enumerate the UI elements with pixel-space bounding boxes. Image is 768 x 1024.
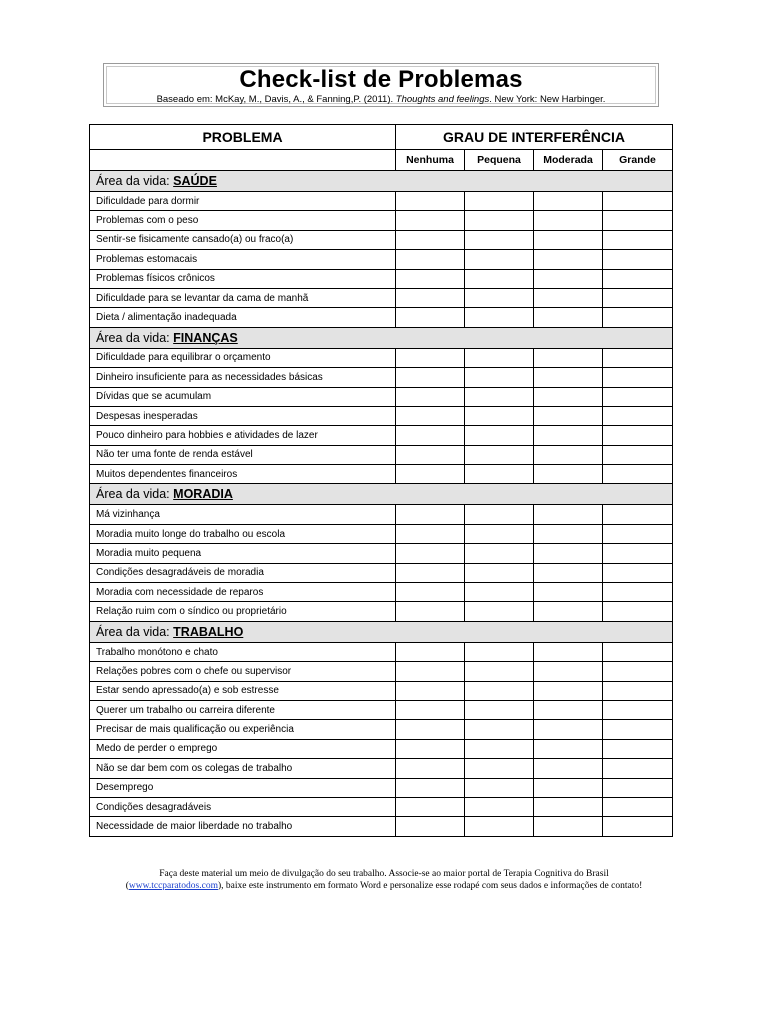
problem-label: Não ter uma fonte de renda estável: [90, 445, 396, 464]
rating-cell-pequena[interactable]: [465, 211, 534, 230]
interference-column-header: GRAU DE INTERFERÊNCIA: [396, 125, 673, 150]
rating-cell-pequena[interactable]: [465, 368, 534, 387]
problem-label: Necessidade de maior liberdade no trabalho: [90, 817, 396, 836]
problem-label: Dieta / alimentação inadequada: [90, 308, 396, 327]
rating-cell-grande[interactable]: [603, 720, 673, 739]
rating-cell-pequena[interactable]: [465, 759, 534, 778]
rating-cell-grande[interactable]: [603, 662, 673, 681]
rating-cell-grande[interactable]: [603, 387, 673, 406]
table-row: [90, 642, 673, 661]
rating-cell-moderada[interactable]: [534, 720, 603, 739]
table-row: [90, 269, 673, 288]
table-row: [90, 250, 673, 269]
rating-cell-nenhuma[interactable]: [396, 797, 465, 816]
table-row: [90, 308, 673, 327]
page-title: Check-list de Problemas: [239, 66, 523, 93]
rating-cell-grande[interactable]: [603, 524, 673, 543]
table-row: [90, 759, 673, 778]
rating-cell-grande[interactable]: [603, 269, 673, 288]
rating-cell-moderada[interactable]: [534, 759, 603, 778]
rating-cell-nenhuma[interactable]: [396, 308, 465, 327]
rating-cell-nenhuma[interactable]: [396, 563, 465, 582]
problem-label: Problemas físicos crônicos: [90, 269, 396, 288]
problem-label: Dificuldade para dormir: [90, 192, 396, 211]
rating-cell-nenhuma[interactable]: [396, 681, 465, 700]
area-prefix: Área da vida:: [96, 487, 170, 502]
footer-paren-open: (: [125, 881, 129, 891]
problem-label: Dificuldade para equilibrar o orçamento: [90, 348, 396, 367]
table-row: [90, 778, 673, 797]
rating-cell-moderada[interactable]: [534, 230, 603, 249]
area-name: TRABALHO: [173, 624, 244, 639]
problem-label: Dificuldade para se levantar da cama de manhã: [90, 288, 396, 307]
area-header-cell: [90, 621, 673, 642]
area-name: SAÚDE: [173, 174, 217, 188]
rating-cell-grande[interactable]: [603, 230, 673, 249]
problem-label: Despesas inesperadas: [90, 406, 396, 425]
rating-cell-moderada[interactable]: [534, 445, 603, 464]
table-row: [90, 348, 673, 367]
area-header-row: [90, 171, 673, 192]
rating-cell-nenhuma[interactable]: [396, 720, 465, 739]
problem-label: Condições desagradáveis: [90, 797, 396, 816]
rating-cell-nenhuma[interactable]: [396, 250, 465, 269]
rating-cell-pequena[interactable]: [465, 505, 534, 524]
rating-cell-nenhuma[interactable]: [396, 368, 465, 387]
problem-label: Medo de perder o emprego: [90, 739, 396, 758]
footer-note: [60, 868, 708, 892]
area-prefix: Área da vida:: [96, 330, 170, 345]
rating-cell-nenhuma[interactable]: [396, 230, 465, 249]
rating-cell-moderada[interactable]: [534, 700, 603, 719]
problem-label: Dívidas que se acumulam: [90, 387, 396, 406]
problem-label: Muitos dependentes financeiros: [90, 465, 396, 484]
area-header-cell: [90, 171, 673, 192]
rating-cell-nenhuma[interactable]: [396, 662, 465, 681]
area-header-row: [90, 621, 673, 642]
rating-cell-nenhuma[interactable]: [396, 524, 465, 543]
rating-cell-grande[interactable]: [603, 250, 673, 269]
rating-cell-grande[interactable]: [603, 368, 673, 387]
rating-cell-pequena[interactable]: [465, 563, 534, 582]
problem-label: Estar sendo apressado(a) e sob estresse: [90, 681, 396, 700]
rating-cell-nenhuma[interactable]: [396, 192, 465, 211]
rating-cell-grande[interactable]: [603, 739, 673, 758]
rating-cell-grande[interactable]: [603, 505, 673, 524]
rating-cell-pequena[interactable]: [465, 308, 534, 327]
citation-book-title: Thoughts and feelings: [395, 94, 490, 105]
rating-cell-pequena[interactable]: [465, 700, 534, 719]
rating-cell-pequena[interactable]: [465, 720, 534, 739]
rating-cell-moderada[interactable]: [534, 288, 603, 307]
rating-cell-pequena[interactable]: [465, 544, 534, 563]
rating-cell-nenhuma[interactable]: [396, 445, 465, 464]
table-row: [90, 797, 673, 816]
rating-cell-moderada[interactable]: [534, 524, 603, 543]
rating-cell-moderada[interactable]: [534, 426, 603, 445]
rating-cell-nenhuma[interactable]: [396, 642, 465, 661]
level-header-grande: Grande: [603, 150, 673, 171]
table-row: [90, 406, 673, 425]
rating-cell-pequena[interactable]: [465, 778, 534, 797]
rating-cell-grande[interactable]: [603, 797, 673, 816]
rating-cell-pequena[interactable]: [465, 426, 534, 445]
rating-cell-pequena[interactable]: [465, 797, 534, 816]
rating-cell-moderada[interactable]: [534, 778, 603, 797]
rating-cell-moderada[interactable]: [534, 465, 603, 484]
rating-cell-nenhuma[interactable]: [396, 465, 465, 484]
blank-header-cell: [90, 150, 396, 171]
rating-cell-moderada[interactable]: [534, 602, 603, 621]
table-row: [90, 583, 673, 602]
rating-cell-moderada[interactable]: [534, 583, 603, 602]
rating-cell-moderada[interactable]: [534, 505, 603, 524]
rating-cell-pequena[interactable]: [465, 406, 534, 425]
rating-cell-pequena[interactable]: [465, 288, 534, 307]
rating-cell-moderada[interactable]: [534, 406, 603, 425]
rating-cell-pequena[interactable]: [465, 465, 534, 484]
rating-cell-pequena[interactable]: [465, 348, 534, 367]
rating-cell-moderada[interactable]: [534, 662, 603, 681]
level-header-pequena: Pequena: [465, 150, 534, 171]
rating-cell-grande[interactable]: [603, 583, 673, 602]
table-row: [90, 288, 673, 307]
table-row: [90, 368, 673, 387]
rating-cell-pequena[interactable]: [465, 192, 534, 211]
rating-cell-grande[interactable]: [603, 700, 673, 719]
table-row: [90, 445, 673, 464]
rating-cell-nenhuma[interactable]: [396, 583, 465, 602]
problem-label: Relações pobres com o chefe ou supervisor: [90, 662, 396, 681]
table-row: [90, 387, 673, 406]
area-header-cell: [90, 484, 673, 505]
rating-cell-nenhuma[interactable]: [396, 387, 465, 406]
rating-cell-nenhuma[interactable]: [396, 602, 465, 621]
rating-cell-grande[interactable]: [603, 465, 673, 484]
table-header-row: [90, 125, 673, 150]
problem-label: Relação ruim com o síndico ou proprietário: [90, 602, 396, 621]
citation-authors: Baseado em: McKay, M., Davis, A., & Fanning,P. (2011).: [156, 94, 394, 105]
problem-label: Querer um trabalho ou carreira diferente: [90, 700, 396, 719]
table-row: [90, 720, 673, 739]
table-row: [90, 563, 673, 582]
citation-publisher: . New York: New Harbinger.: [489, 94, 606, 105]
rating-cell-grande[interactable]: [603, 817, 673, 836]
rating-cell-moderada[interactable]: [534, 308, 603, 327]
rating-cell-grande[interactable]: [603, 642, 673, 661]
area-prefix: Área da vida:: [96, 624, 170, 639]
rating-cell-grande[interactable]: [603, 288, 673, 307]
area-name: MORADIA: [173, 487, 233, 502]
rating-cell-nenhuma[interactable]: [396, 288, 465, 307]
rating-cell-nenhuma[interactable]: [396, 211, 465, 230]
rating-cell-pequena[interactable]: [465, 681, 534, 700]
interference-levels-row: [90, 150, 673, 171]
area-header-row: [90, 484, 673, 505]
problem-label: Desemprego: [90, 778, 396, 797]
problem-label: Não se dar bem com os colegas de trabalho: [90, 759, 396, 778]
rating-cell-grande[interactable]: [603, 563, 673, 582]
rating-cell-moderada[interactable]: [534, 269, 603, 288]
table-row: [90, 681, 673, 700]
problem-label: Trabalho monótono e chato: [90, 642, 396, 661]
rating-cell-pequena[interactable]: [465, 642, 534, 661]
table-row: [90, 524, 673, 543]
table-row: [90, 544, 673, 563]
rating-cell-moderada[interactable]: [534, 368, 603, 387]
rating-cell-nenhuma[interactable]: [396, 348, 465, 367]
rating-cell-nenhuma[interactable]: [396, 700, 465, 719]
rating-cell-nenhuma[interactable]: [396, 426, 465, 445]
rating-cell-pequena[interactable]: [465, 662, 534, 681]
problem-label: Dinheiro insuficiente para as necessidades básicas: [90, 368, 396, 387]
problem-label: Pouco dinheiro para hobbies e atividades de lazer: [90, 426, 396, 445]
table-row: [90, 192, 673, 211]
rating-cell-grande[interactable]: [603, 602, 673, 621]
problem-label: Condições desagradáveis de moradia: [90, 563, 396, 582]
rating-cell-nenhuma[interactable]: [396, 817, 465, 836]
rating-cell-moderada[interactable]: [534, 211, 603, 230]
rating-cell-pequena[interactable]: [465, 387, 534, 406]
area-header-row: [90, 327, 673, 348]
rating-cell-moderada[interactable]: [534, 739, 603, 758]
problem-label: Má vizinhança: [90, 505, 396, 524]
problem-label: Precisar de mais qualificação ou experiência: [90, 720, 396, 739]
table-row: [90, 230, 673, 249]
area-name: FINANÇAS: [173, 330, 238, 345]
rating-cell-moderada[interactable]: [534, 817, 603, 836]
rating-cell-pequena[interactable]: [465, 269, 534, 288]
reference-citation: [104, 94, 658, 106]
footer-line-1: Faça deste material um meio de divulgação do seu trabalho. Associe-se ao maior portal de Terapia Cognitiva do Brasil: [159, 869, 609, 879]
rating-cell-pequena[interactable]: [465, 250, 534, 269]
footer-website-link[interactable]: www.tccparatodos.com: [128, 881, 218, 891]
rating-cell-grande[interactable]: [603, 778, 673, 797]
rating-cell-moderada[interactable]: [534, 797, 603, 816]
rating-cell-nenhuma[interactable]: [396, 778, 465, 797]
problem-label: Sentir-se fisicamente cansado(a) ou fraco(a): [90, 230, 396, 249]
rating-cell-pequena[interactable]: [465, 445, 534, 464]
rating-cell-moderada[interactable]: [534, 563, 603, 582]
table-row: [90, 602, 673, 621]
level-header-moderada: Moderada: [534, 150, 603, 171]
rating-cell-nenhuma[interactable]: [396, 759, 465, 778]
rating-cell-nenhuma[interactable]: [396, 406, 465, 425]
problem-label: Problemas com o peso: [90, 211, 396, 230]
rating-cell-moderada[interactable]: [534, 544, 603, 563]
rating-cell-grande[interactable]: [603, 759, 673, 778]
problem-label: Moradia muito pequena: [90, 544, 396, 563]
problem-checklist-table: [89, 124, 673, 837]
rating-cell-nenhuma[interactable]: [396, 739, 465, 758]
problem-label: Problemas estomacais: [90, 250, 396, 269]
area-header-cell: [90, 327, 673, 348]
rating-cell-grande[interactable]: [603, 348, 673, 367]
table-row: [90, 505, 673, 524]
rating-cell-moderada[interactable]: [534, 250, 603, 269]
rating-cell-moderada[interactable]: [534, 681, 603, 700]
rating-cell-pequena[interactable]: [465, 524, 534, 543]
table-row: [90, 817, 673, 836]
table-row: [90, 662, 673, 681]
rating-cell-grande[interactable]: [603, 544, 673, 563]
table-row: [90, 700, 673, 719]
rating-cell-grande[interactable]: [603, 192, 673, 211]
area-prefix: Área da vida:: [96, 174, 170, 188]
rating-cell-moderada[interactable]: [534, 348, 603, 367]
rating-cell-grande[interactable]: [603, 681, 673, 700]
rating-cell-pequena[interactable]: [465, 230, 534, 249]
rating-cell-nenhuma[interactable]: [396, 505, 465, 524]
rating-cell-moderada[interactable]: [534, 387, 603, 406]
rating-cell-nenhuma[interactable]: [396, 269, 465, 288]
table-row: [90, 426, 673, 445]
problem-label: Moradia muito longe do trabalho ou escola: [90, 524, 396, 543]
rating-cell-pequena[interactable]: [465, 739, 534, 758]
problem-column-header: PROBLEMA: [90, 125, 396, 150]
header-box: [103, 63, 659, 107]
rating-cell-pequena[interactable]: [465, 583, 534, 602]
problem-label: Moradia com necessidade de reparos: [90, 583, 396, 602]
rating-cell-grande[interactable]: [603, 211, 673, 230]
rating-cell-pequena[interactable]: [465, 602, 534, 621]
rating-cell-pequena[interactable]: [465, 817, 534, 836]
rating-cell-grande[interactable]: [603, 406, 673, 425]
table-row: [90, 739, 673, 758]
rating-cell-grande[interactable]: [603, 308, 673, 327]
rating-cell-moderada[interactable]: [534, 642, 603, 661]
rating-cell-grande[interactable]: [603, 445, 673, 464]
level-header-nenhuma: Nenhuma: [396, 150, 465, 171]
rating-cell-grande[interactable]: [603, 426, 673, 445]
rating-cell-nenhuma[interactable]: [396, 544, 465, 563]
table-row: [90, 211, 673, 230]
table-body: [90, 171, 673, 837]
rating-cell-moderada[interactable]: [534, 192, 603, 211]
table-row: [90, 465, 673, 484]
footer-line-2: ), baixe este instrumento em formato Word e personalize esse rodapé com seus dados e informações de contato!: [217, 881, 643, 891]
